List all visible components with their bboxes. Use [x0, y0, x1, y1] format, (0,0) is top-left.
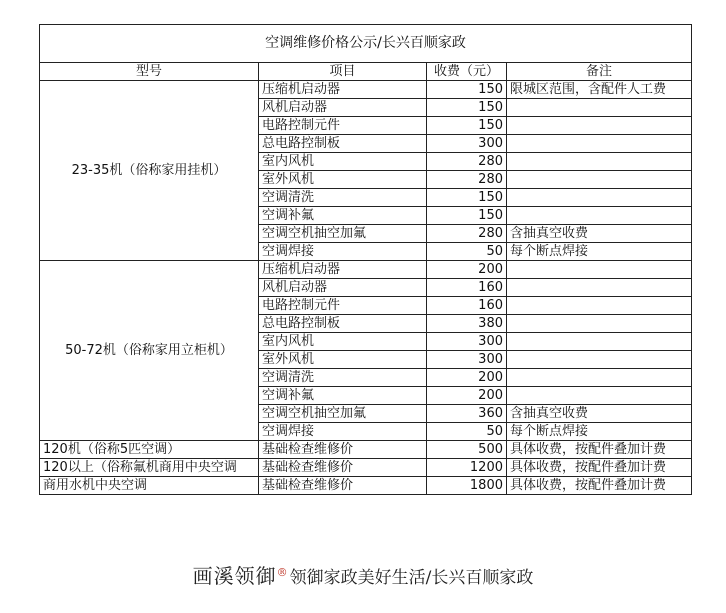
model-cell: 23-35机（俗称家用挂机） — [40, 81, 259, 261]
item-cell: 室内风机 — [259, 333, 427, 351]
fee-cell: 150 — [427, 189, 507, 207]
footer-slogan: 领御家政美好生活/长兴百顺家政 — [289, 568, 534, 588]
fee-cell: 160 — [427, 279, 507, 297]
item-cell: 风机启动器 — [259, 279, 427, 297]
table-row — [40, 477, 692, 495]
fee-cell: 280 — [427, 225, 507, 243]
fee-cell: 150 — [427, 81, 507, 99]
item-cell: 压缩机启动器 — [259, 81, 427, 99]
header-fee: 收费（元） — [427, 63, 507, 81]
note-cell — [507, 261, 692, 279]
header-item: 项目 — [259, 63, 427, 81]
model-cell: 120以上（俗称氟机商用中央空调 — [40, 459, 259, 477]
item-cell: 电路控制元件 — [259, 297, 427, 315]
item-cell: 室外风机 — [259, 171, 427, 189]
note-cell: 具体收费，按配件叠加计费 — [507, 441, 692, 459]
note-cell — [507, 171, 692, 189]
note-cell — [507, 351, 692, 369]
item-cell: 电路控制元件 — [259, 117, 427, 135]
fee-cell: 360 — [427, 405, 507, 423]
header-model: 型号 — [40, 63, 259, 81]
note-cell — [507, 279, 692, 297]
table-row — [40, 441, 692, 459]
note-cell: 含抽真空收费 — [507, 225, 692, 243]
table-header-row — [40, 63, 692, 81]
note-cell — [507, 117, 692, 135]
item-cell: 总电路控制板 — [259, 315, 427, 333]
fee-cell: 1800 — [427, 477, 507, 495]
fee-cell: 300 — [427, 351, 507, 369]
item-cell: 空调清洗 — [259, 369, 427, 387]
note-cell — [507, 135, 692, 153]
fee-cell: 50 — [427, 423, 507, 441]
fee-cell: 150 — [427, 99, 507, 117]
fee-cell: 200 — [427, 261, 507, 279]
fee-cell: 50 — [427, 243, 507, 261]
item-cell: 基础检查维修价 — [259, 477, 427, 495]
model-cell: 50-72机（俗称家用立柜机） — [40, 261, 259, 441]
fee-cell: 200 — [427, 369, 507, 387]
fee-cell: 280 — [427, 171, 507, 189]
model-cell: 商用水机中央空调 — [40, 477, 259, 495]
note-cell — [507, 99, 692, 117]
model-cell: 120机（俗称5匹空调） — [40, 441, 259, 459]
note-cell: 具体收费，按配件叠加计费 — [507, 477, 692, 495]
price-table — [39, 24, 692, 495]
fee-cell: 300 — [427, 135, 507, 153]
note-cell — [507, 369, 692, 387]
table-row — [40, 261, 692, 279]
note-cell — [507, 297, 692, 315]
note-cell: 限城区范围，含配件人工费 — [507, 81, 692, 99]
note-cell — [507, 207, 692, 225]
item-cell: 空调补氟 — [259, 207, 427, 225]
item-cell: 空调清洗 — [259, 189, 427, 207]
table-row — [40, 459, 692, 477]
footer-caption — [0, 560, 726, 589]
item-cell: 空调补氟 — [259, 387, 427, 405]
fee-cell: 1200 — [427, 459, 507, 477]
header-note: 备注 — [507, 63, 692, 81]
item-cell: 空调空机抽空加氟 — [259, 405, 427, 423]
item-cell: 室外风机 — [259, 351, 427, 369]
fee-cell: 150 — [427, 207, 507, 225]
table-title: 空调维修价格公示/长兴百顺家政 — [40, 25, 692, 63]
footer-brand: 画溪领御 — [192, 564, 277, 588]
item-cell: 风机启动器 — [259, 99, 427, 117]
table-title-row — [40, 25, 692, 63]
note-cell — [507, 153, 692, 171]
note-cell: 含抽真空收费 — [507, 405, 692, 423]
item-cell: 空调焊接 — [259, 243, 427, 261]
fee-cell: 200 — [427, 387, 507, 405]
item-cell: 空调焊接 — [259, 423, 427, 441]
registered-mark-icon: ® — [276, 566, 288, 580]
note-cell — [507, 333, 692, 351]
item-cell: 基础检查维修价 — [259, 459, 427, 477]
fee-cell: 380 — [427, 315, 507, 333]
fee-cell: 150 — [427, 117, 507, 135]
note-cell — [507, 387, 692, 405]
fee-cell: 500 — [427, 441, 507, 459]
item-cell: 压缩机启动器 — [259, 261, 427, 279]
item-cell: 室内风机 — [259, 153, 427, 171]
fee-cell: 280 — [427, 153, 507, 171]
note-cell — [507, 189, 692, 207]
note-cell: 具体收费，按配件叠加计费 — [507, 459, 692, 477]
fee-cell: 160 — [427, 297, 507, 315]
note-cell — [507, 315, 692, 333]
note-cell: 每个断点焊接 — [507, 243, 692, 261]
item-cell: 总电路控制板 — [259, 135, 427, 153]
item-cell: 基础检查维修价 — [259, 441, 427, 459]
fee-cell: 300 — [427, 333, 507, 351]
note-cell: 每个断点焊接 — [507, 423, 692, 441]
item-cell: 空调空机抽空加氟 — [259, 225, 427, 243]
table-row — [40, 81, 692, 99]
